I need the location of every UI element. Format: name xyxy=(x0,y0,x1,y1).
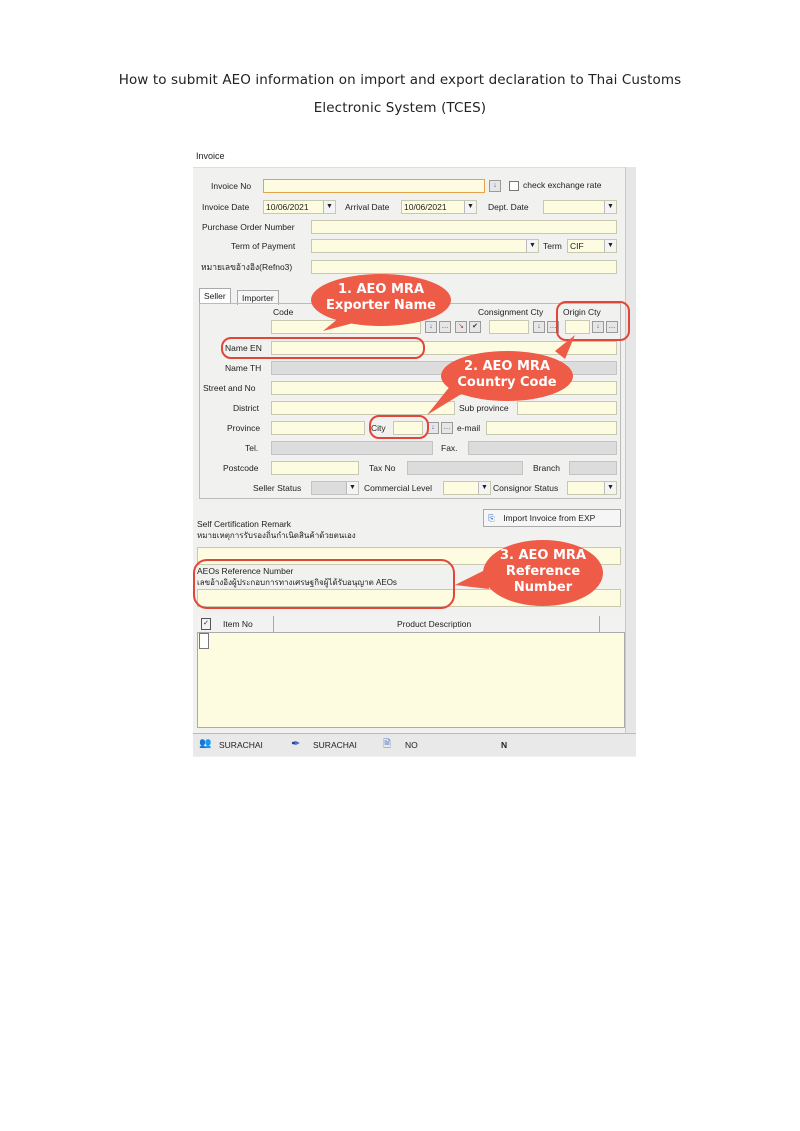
self-cert-th-label: หมายเหตุการรับรองถิ่นกำเนิดสินค้าด้วยตนเอง xyxy=(197,531,356,540)
callout2-pointer-origin xyxy=(555,335,575,359)
callout-3-line3: Number xyxy=(513,580,573,595)
invoice-date-label: Invoice Date xyxy=(202,202,250,212)
note-icon: 🗎 xyxy=(383,739,392,750)
aeo-ref-label: AEOs Reference Number xyxy=(197,566,294,576)
chevron-down-icon: ▼ xyxy=(604,240,616,252)
chevron-down-icon: ▼ xyxy=(526,240,538,252)
consignment-more-button[interactable]: … xyxy=(547,321,559,333)
grid-col-item: Item No xyxy=(223,619,253,629)
arrival-date-label: Arrival Date xyxy=(345,202,390,212)
callout-1-line2: Exporter Name xyxy=(326,298,436,313)
code-clear-button[interactable]: ↘ xyxy=(455,321,467,333)
callout-3-line2: Reference xyxy=(505,564,581,579)
postcode-label: Postcode xyxy=(223,463,259,473)
callout-1-line1: 1. AEO MRA xyxy=(337,282,425,297)
city-more-button[interactable]: … xyxy=(441,422,453,434)
fax-label: Fax. xyxy=(441,443,458,453)
invoice-date-value: 10/06/2021 xyxy=(266,202,309,212)
seller-status-label: Seller Status xyxy=(253,483,302,493)
chevron-down-icon: ▼ xyxy=(604,482,616,494)
import-icon: ⎘ xyxy=(488,513,495,523)
subprovince-label: Sub province xyxy=(459,403,509,413)
name-th-label: Name TH xyxy=(225,363,262,373)
arrival-date-value: 10/06/2021 xyxy=(404,202,447,212)
callout-2-line1: 2. AEO MRA xyxy=(463,359,551,374)
email-label: e-mail xyxy=(457,423,481,433)
invoice-lookup-button[interactable]: ↓ xyxy=(489,180,501,192)
province-label: Province xyxy=(227,423,261,433)
code-confirm-button[interactable]: ✔ xyxy=(469,321,481,333)
callout-3 xyxy=(483,540,603,606)
name-en-label: Name EN xyxy=(225,343,262,353)
chevron-down-icon: ▼ xyxy=(323,201,335,213)
district-label: District xyxy=(233,403,259,413)
refno3-label: หมายเลขอ้างอิง(Refno3) xyxy=(201,262,293,272)
code-lookup-button[interactable]: ↓ xyxy=(425,321,437,333)
chevron-down-icon: ▼ xyxy=(464,201,476,213)
code-label: Code xyxy=(273,307,294,317)
commercial-label: Commercial Level xyxy=(364,483,433,493)
po-label: Purchase Order Number xyxy=(202,222,295,232)
doc-title-line2: Electronic System (TCES) xyxy=(313,100,487,116)
street-label: Street and No xyxy=(203,383,256,393)
status-user1: SURACHAI xyxy=(219,740,263,750)
window-title: Invoice xyxy=(196,151,225,161)
callout-2-line2: Country Code xyxy=(457,375,557,390)
tel-label: Tel. xyxy=(245,443,259,453)
code-more-button[interactable]: … xyxy=(439,321,451,333)
status-user2: SURACHAI xyxy=(313,740,357,750)
consignment-lookup-button[interactable]: ↓ xyxy=(533,321,545,333)
grid-col-desc: Product Description xyxy=(397,619,472,629)
branch-label: Branch xyxy=(533,463,560,473)
chevron-down-icon: ▼ xyxy=(346,482,358,494)
city-label: City xyxy=(371,423,386,433)
term-payment-label: Term of Payment xyxy=(231,241,296,251)
city-lookup-button[interactable]: ↓ xyxy=(427,422,439,434)
callout-3-line1: 3. AEO MRA xyxy=(499,548,587,563)
callout-pointers xyxy=(193,145,636,757)
term-value: CIF xyxy=(570,241,584,251)
origin-lookup-button[interactable]: ↓ xyxy=(592,321,604,333)
consignment-label: Consignment Cty xyxy=(478,307,544,317)
users-icon: 👥 xyxy=(199,738,212,749)
grid-select-icon: ✓ xyxy=(201,618,211,630)
origin-label: Origin Cty xyxy=(563,307,601,317)
chevron-down-icon: ▼ xyxy=(478,482,490,494)
consignor-label: Consignor Status xyxy=(493,483,559,493)
callout-2 xyxy=(441,351,573,401)
doc-title-line1: How to submit AEO information on import and export declaration to Thai Customs xyxy=(118,72,682,88)
origin-more-button[interactable]: … xyxy=(606,321,618,333)
tab-importer[interactable]: Importer xyxy=(237,290,279,305)
tab-seller[interactable]: Seller xyxy=(199,288,231,303)
check-exchange-label: check exchange rate xyxy=(523,180,602,190)
dept-date-label: Dept. Date xyxy=(488,202,529,212)
chevron-down-icon: ▼ xyxy=(604,201,616,213)
term-label: Term xyxy=(543,241,562,251)
taxno-label: Tax No xyxy=(369,463,396,473)
self-cert-label: Self Certification Remark xyxy=(197,519,292,529)
invoice-no-label: Invoice No xyxy=(211,181,252,191)
invoice-screenshot xyxy=(193,145,636,757)
aeo-ref-th-label: เลขอ้างอิงผู้ประกอบการทางเศรษฐกิจผู้ได้รับอนุญาต AEOs xyxy=(197,578,397,587)
pen-icon: ✒ xyxy=(291,738,301,750)
callout-1 xyxy=(311,274,451,326)
status-mode: N xyxy=(501,740,508,750)
status-flag: NO xyxy=(405,740,418,750)
import-invoice-label: Import Invoice from EXP xyxy=(503,513,596,523)
